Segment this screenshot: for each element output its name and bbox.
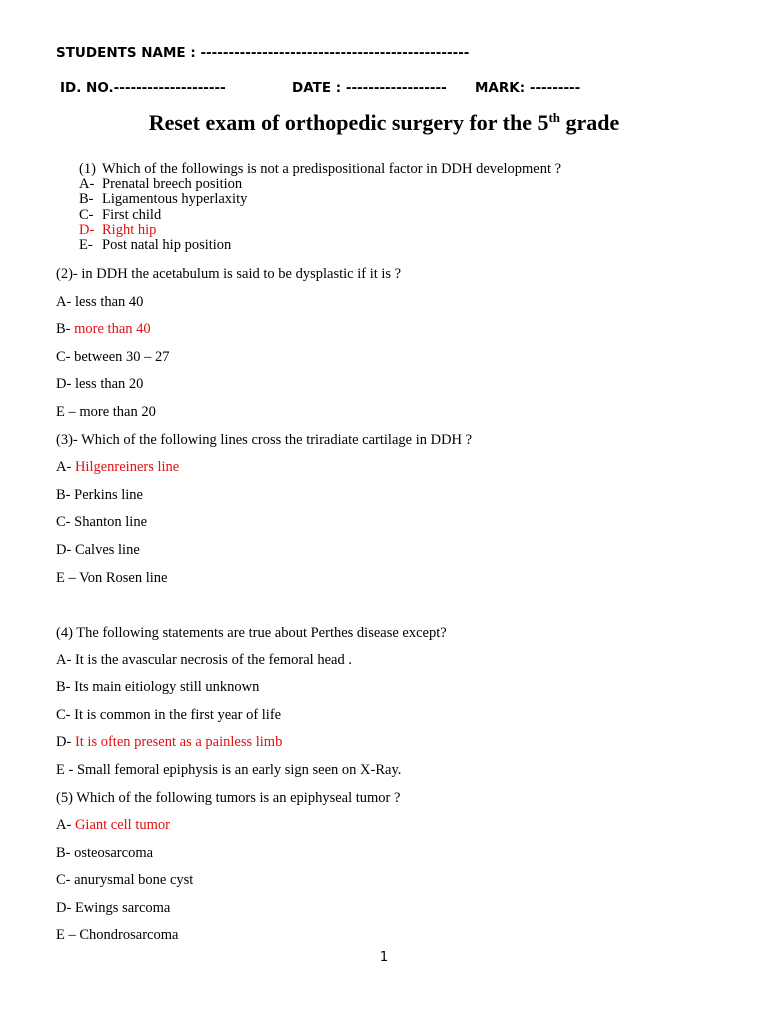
option-text: more than 40 — [74, 321, 151, 337]
option-prefix: B- — [56, 679, 75, 695]
title-main: Reset exam of orthopedic surgery for the 5 — [148, 110, 549, 135]
q3-option-d — [56, 542, 140, 559]
page-number: 1 — [379, 950, 389, 965]
option-label: D- — [79, 221, 95, 238]
option-a — [79, 177, 561, 192]
title-end: grade — [560, 110, 620, 135]
q2-option-a — [56, 294, 143, 311]
option-text: Calves line — [74, 542, 140, 558]
option-prefix: E - — [56, 762, 77, 778]
question-1-stem — [79, 162, 561, 177]
option-text: Prenatal breech position — [102, 176, 243, 193]
option-text: It is often present as a painless limb — [74, 734, 283, 750]
q5-option-a-correct — [56, 817, 170, 834]
q4-option-a — [56, 652, 352, 669]
option-prefix: B- — [56, 321, 75, 337]
option-prefix: D- — [56, 900, 75, 916]
option-c — [79, 208, 561, 223]
question-3-text: (3)- Which of the following lines cross the triradiate cartilage in DDH ? — [56, 432, 473, 448]
question-2-text: (2)- in DDH the acetabulum is said to be dysplastic if it is ? — [56, 266, 402, 282]
option-text: Chondrosarcoma — [79, 927, 179, 943]
exam-title — [0, 110, 768, 136]
option-text: osteosarcoma — [74, 845, 154, 861]
q2-option-b-correct — [56, 321, 151, 338]
option-b — [79, 192, 561, 207]
option-prefix: E – — [56, 570, 80, 586]
question-4-text: (4) The following statements are true about Perthes disease except? — [56, 625, 447, 641]
option-text: It is the avascular necrosis of the femoral head . — [74, 652, 352, 668]
option-text: between 30 – 27 — [74, 349, 170, 365]
option-text: Ligamentous hyperlaxity — [102, 191, 248, 208]
option-prefix: D- — [56, 542, 75, 558]
option-prefix: B- — [56, 845, 75, 861]
option-text: less than 20 — [74, 376, 144, 392]
option-prefix: D- — [56, 734, 75, 750]
question-1 — [79, 162, 561, 253]
q5-option-d — [56, 900, 170, 917]
option-prefix: B- — [56, 487, 75, 503]
option-label: B- — [79, 191, 94, 208]
option-text: Post natal hip position — [102, 237, 232, 254]
q4-option-c — [56, 707, 281, 724]
q2-option-d — [56, 376, 143, 393]
q2-option-c — [56, 349, 170, 366]
q4-option-e — [56, 762, 401, 779]
student-name-field: STUDENTS NAME : ------------------------------------------------ — [56, 45, 470, 61]
option-prefix: C- — [56, 514, 75, 530]
option-label: A- — [79, 176, 95, 193]
option-label: C- — [79, 206, 94, 223]
q3-option-a-correct — [56, 459, 179, 476]
option-text: Small femoral epiphysis is an early sign seen on X-Ray. — [76, 762, 402, 778]
option-d-correct — [79, 223, 561, 238]
option-prefix: C- — [56, 349, 75, 365]
option-prefix: E – — [56, 927, 80, 943]
option-prefix: A- — [56, 652, 75, 668]
option-prefix: A- — [56, 294, 75, 310]
question-1-number: (1) — [79, 161, 96, 177]
date-field: DATE : ------------------ — [292, 80, 447, 96]
option-text: Its main eitiology still unknown — [74, 679, 260, 695]
option-text: anurysmal bone cyst — [74, 872, 194, 888]
q5-option-b — [56, 845, 153, 862]
option-text: Shanton line — [74, 514, 148, 530]
q5-option-e — [56, 927, 178, 944]
option-text: Ewings sarcoma — [74, 900, 171, 916]
question-5-text: (5) Which of the following tumors is an epiphyseal tumor ? — [56, 790, 401, 806]
option-e — [79, 238, 561, 253]
q4-option-d-correct — [56, 734, 282, 751]
q4-option-b — [56, 679, 259, 696]
option-text: First child — [102, 206, 162, 223]
title-superscript: th — [548, 110, 561, 125]
option-text: Giant cell tumor — [74, 817, 170, 833]
option-label: E- — [79, 237, 93, 254]
option-prefix: E – — [56, 404, 80, 420]
q3-option-b — [56, 487, 143, 504]
option-text: Hilgenreiners line — [74, 459, 180, 475]
q3-option-e — [56, 570, 167, 587]
id-number-field: ID. NO.-------------------- — [60, 80, 226, 96]
option-text: Perkins line — [74, 487, 143, 503]
option-text: Von Rosen line — [79, 570, 168, 586]
option-text: It is common in the first year of life — [74, 707, 282, 723]
option-prefix: C- — [56, 707, 75, 723]
option-text: Right hip — [102, 221, 157, 238]
mark-field: MARK: --------- — [475, 80, 581, 96]
option-prefix: A- — [56, 817, 75, 833]
q5-option-c — [56, 872, 193, 889]
option-prefix: C- — [56, 872, 75, 888]
option-prefix: D- — [56, 376, 75, 392]
option-text: more than 20 — [79, 404, 156, 420]
q3-option-c — [56, 514, 147, 531]
option-text: less than 40 — [74, 294, 144, 310]
question-1-text: Which of the followings is not a predispositional factor in DDH development ? — [102, 161, 562, 177]
q2-option-e — [56, 404, 156, 421]
option-prefix: A- — [56, 459, 75, 475]
